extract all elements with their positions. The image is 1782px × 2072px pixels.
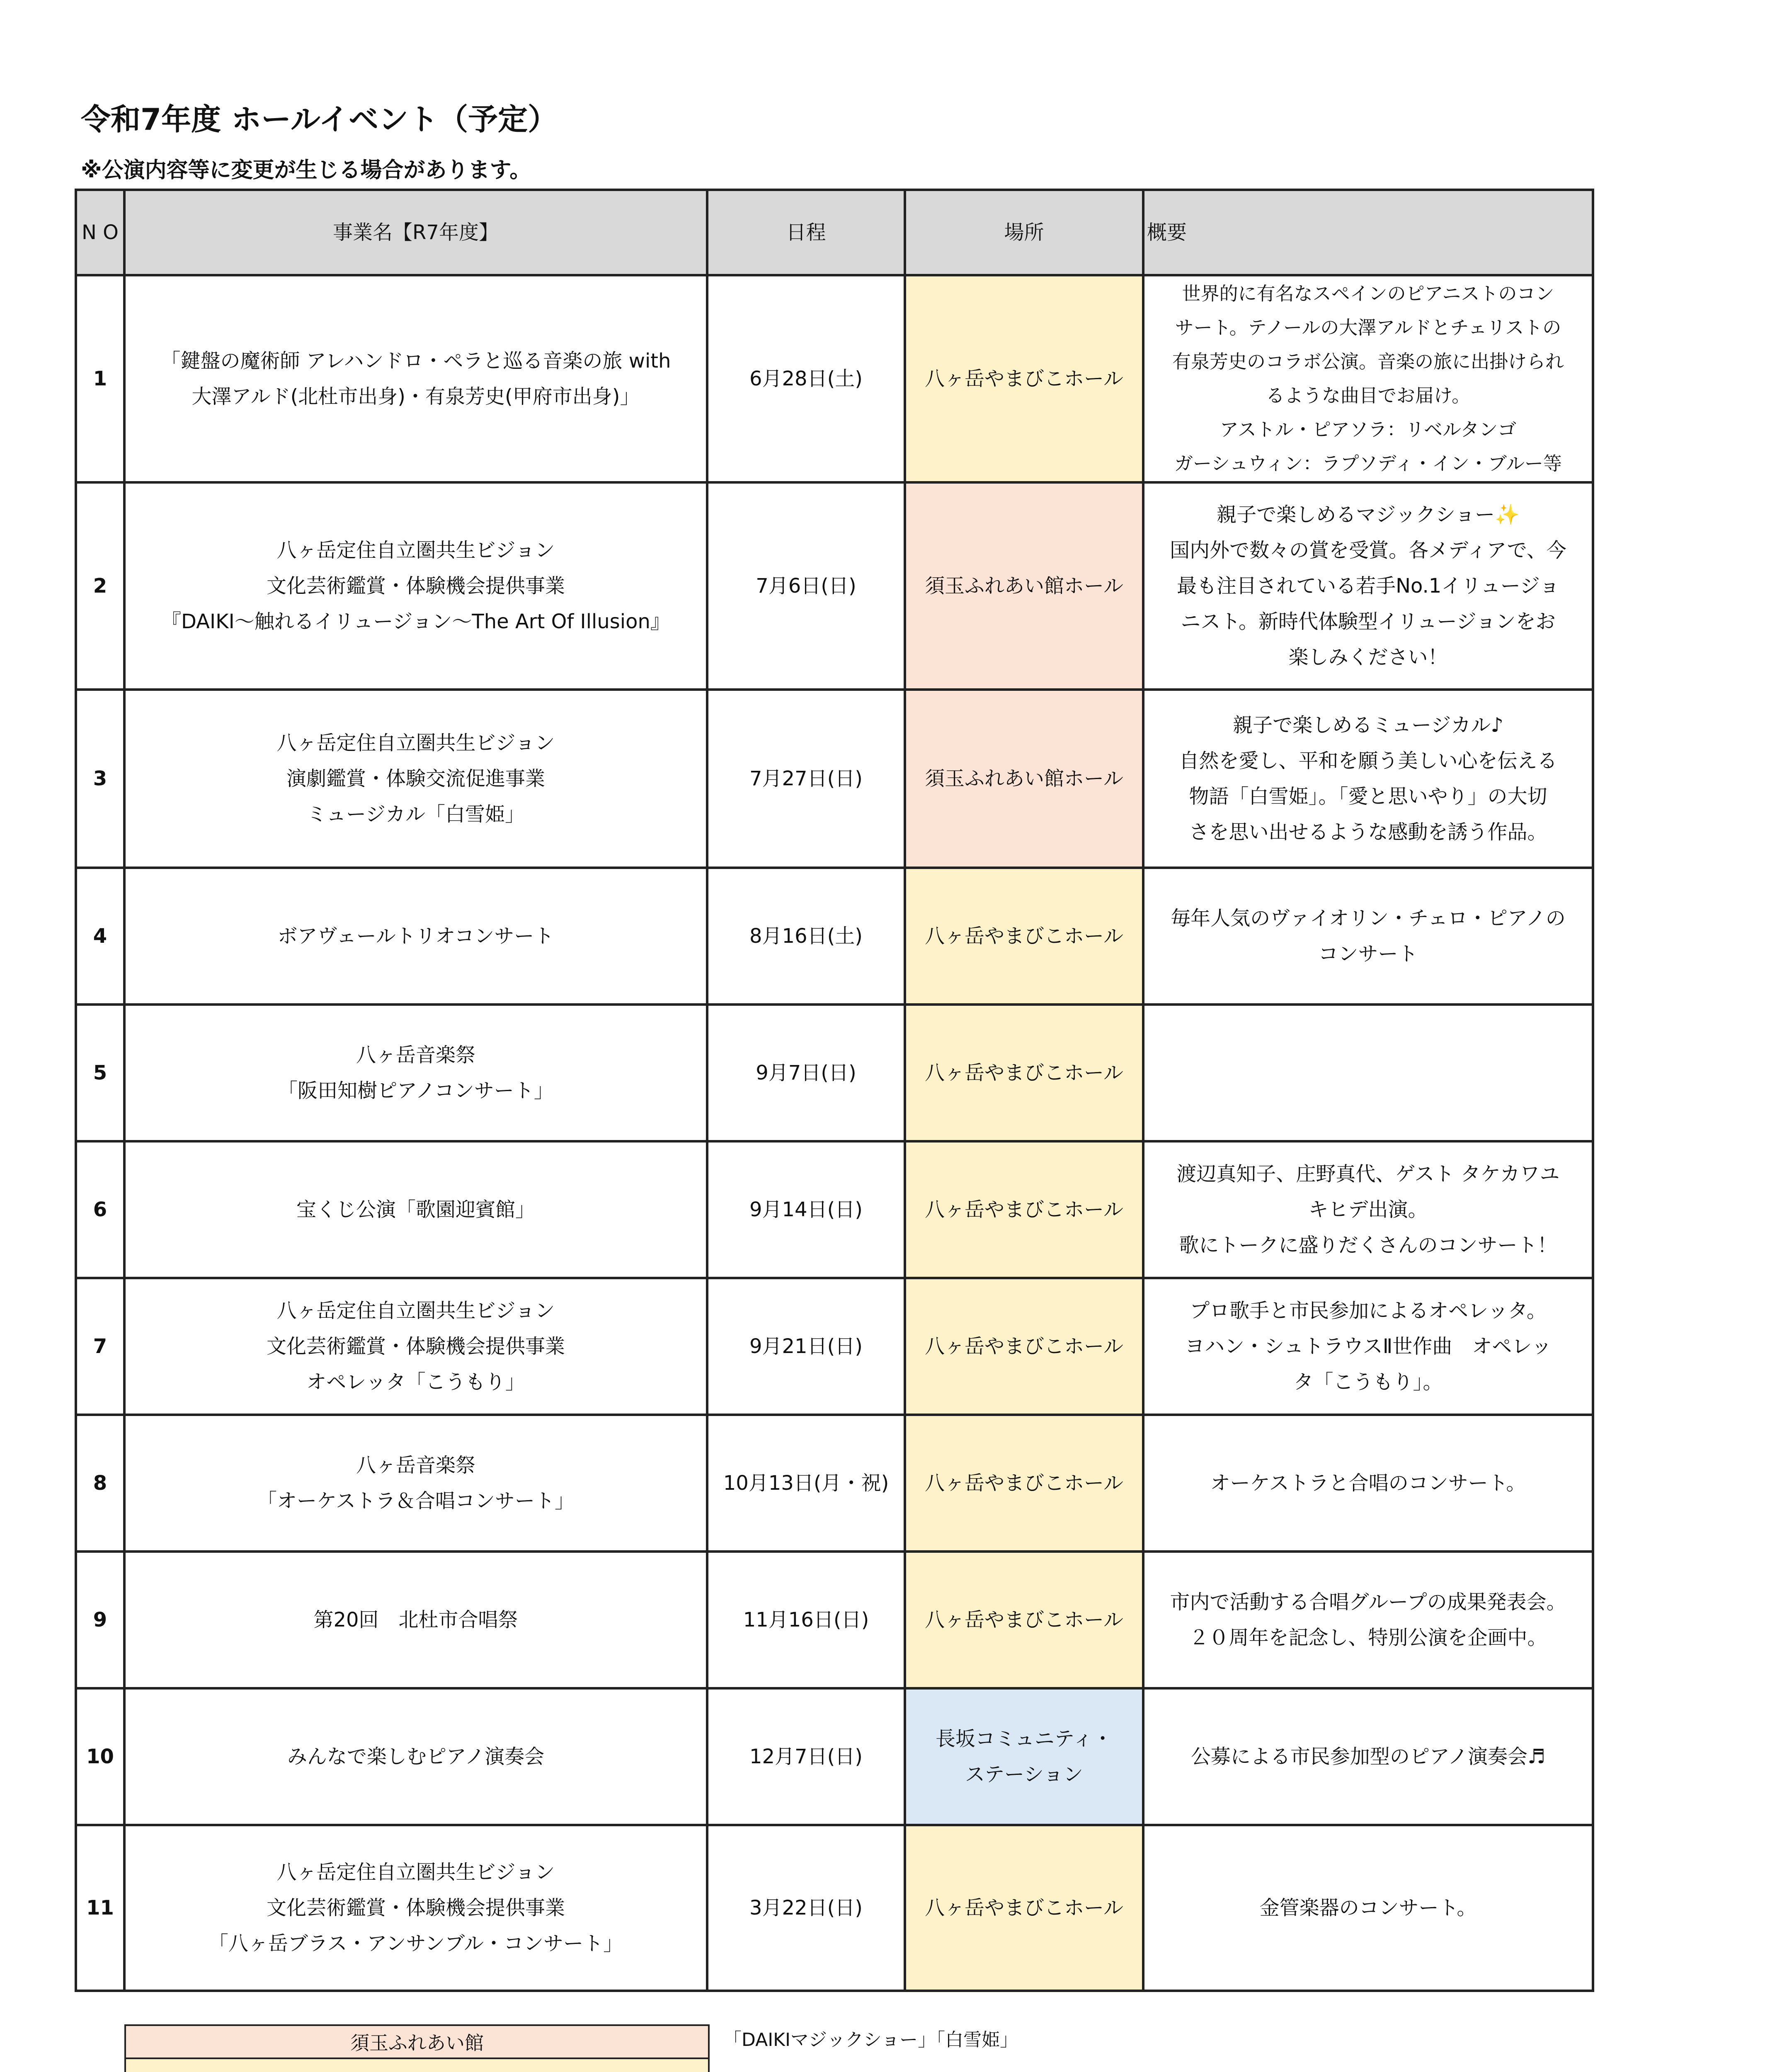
cell-line: 八ヶ岳やまびこホール [924, 1896, 1124, 1920]
event-venue [905, 1415, 1143, 1552]
cell-line: 文化芸術鑑賞・体験機会提供事業 [266, 574, 565, 598]
cell-line: 『DAIKI～触れるイリュージョン～The Art Of Illusion』 [161, 610, 670, 633]
event-name [124, 1141, 707, 1278]
event-name [124, 482, 707, 690]
cell-line: 渡辺真知子、庄野真代、ゲスト タケカワユ [1176, 1162, 1560, 1186]
cell-line: 有泉芳史のコラボ公演。音楽の旅に出掛けられ [1172, 351, 1564, 373]
cell-line: 歌にトークに盛りだくさんのコンサート！ [1179, 1234, 1557, 1257]
cell-line: プロ歌手と市民参加によるオペレッタ。 [1190, 1299, 1547, 1322]
cell-line: オーケストラと合唱のコンサート。 [1210, 1472, 1526, 1495]
table-row [76, 1688, 1593, 1825]
event-date: 7月6日(日) [707, 482, 905, 690]
cell-line: コンサート [1318, 942, 1418, 966]
cell-line: 市内で活動する合唱グループの成果発表会。 [1170, 1590, 1566, 1614]
event-overview [1143, 275, 1593, 482]
cell-line: 楽しみください！ [1288, 646, 1448, 669]
legend-event-line: 「DAIKIマジックショー」「白雪姫」 [723, 2029, 1018, 2050]
table-row [76, 482, 1593, 690]
table-header-row [76, 190, 1593, 275]
cell-line: 毎年人気のヴァイオリン・チェロ・ピアノの [1171, 907, 1566, 930]
event-overview [1143, 482, 1593, 690]
events-table [75, 189, 1594, 1992]
row-number: 1 [76, 275, 124, 482]
cell-line: 須玉ふれあい館ホール [924, 574, 1124, 598]
cell-line: 親子で楽しめるマジックショー✨ [1217, 503, 1520, 526]
cell-line: 第20回 北杜市合唱祭 [313, 1608, 518, 1631]
cell-line: 八ヶ岳やまびこホール [924, 367, 1124, 390]
cell-line: 文化芸術鑑賞・体験機会提供事業 [266, 1896, 565, 1920]
row-number: 3 [76, 690, 124, 868]
header-date: 日程 [707, 190, 905, 275]
event-overview [1143, 1825, 1593, 1991]
event-date: 12月7日(日) [707, 1688, 905, 1825]
cell-line: 「鍵盤の魔術師 アレハンドロ・ペラと巡る音楽の旅 with [160, 349, 671, 373]
event-name [124, 275, 707, 482]
table-row [76, 1005, 1593, 1141]
event-date: 8月16日(土) [707, 868, 905, 1005]
event-date: 10月13日(月・祝) [707, 1415, 905, 1552]
event-name [124, 1552, 707, 1688]
cell-line: 八ヶ岳定住自立圏共生ビジョン [276, 1861, 555, 1884]
event-name [124, 1005, 707, 1141]
event-venue [905, 1005, 1143, 1141]
cell-line: ボアヴェールトリオコンサート [277, 925, 554, 948]
cell-line: オペレッタ「こうもり」 [306, 1370, 525, 1394]
event-name [124, 1825, 707, 1991]
event-name [124, 690, 707, 868]
page-title: 令和7年度 ホールイベント（予定） [81, 102, 558, 137]
venue-legend [124, 2024, 710, 2072]
event-venue [905, 1688, 1143, 1825]
event-venue [905, 275, 1143, 482]
cell-line: 「阪田知樹ピアノコンサート」 [278, 1079, 554, 1102]
cell-line: 八ヶ岳定住自立圏共生ビジョン [276, 731, 555, 755]
event-venue [905, 1825, 1143, 1991]
row-number: 2 [76, 482, 124, 690]
event-date: 3月22日(日) [707, 1825, 905, 1991]
event-overview [1143, 1005, 1593, 1141]
event-date: 9月21日(日) [707, 1278, 905, 1415]
cell-line: ガーシュウィン：ラプソディ・イン・ブルー等 [1174, 453, 1562, 474]
cell-line: 八ヶ岳やまびこホール [924, 1472, 1124, 1495]
event-date: 9月7日(日) [707, 1005, 905, 1141]
event-venue [905, 482, 1143, 690]
legend-events-sudama [723, 2024, 1018, 2056]
table-row [76, 1825, 1593, 1991]
cell-line: 自然を愛し、平和を願う美しい心を伝える [1179, 749, 1557, 772]
event-overview [1143, 1141, 1593, 1278]
event-date: 9月14日(日) [707, 1141, 905, 1278]
event-name [124, 1278, 707, 1415]
event-overview [1143, 1415, 1593, 1552]
header-venue: 場所 [905, 190, 1143, 275]
row-number: 4 [76, 868, 124, 1005]
cell-line: 親子で楽しめるミュージカル♪ [1233, 714, 1503, 737]
row-number: 9 [76, 1552, 124, 1688]
event-date: 7月27日(日) [707, 690, 905, 868]
event-venue [905, 1552, 1143, 1688]
row-number: 10 [76, 1688, 124, 1825]
row-number: 11 [76, 1825, 124, 1991]
table-row [76, 1415, 1593, 1552]
cell-line: ヨハン・シュトラウスⅡ世作曲 オペレッ [1185, 1335, 1552, 1358]
cell-line: 物語「白雪姫」。「愛と思いやり」の大切 [1189, 785, 1547, 808]
cell-line: るような曲目でお届け。 [1266, 385, 1471, 407]
table-row [76, 1141, 1593, 1278]
event-overview [1143, 868, 1593, 1005]
cell-line: 八ヶ岳やまびこホール [924, 1335, 1124, 1358]
cell-line: 「八ヶ岳ブラス・アンサンブル・コンサート」 [208, 1932, 623, 1955]
cell-line: 「オーケストラ＆合唱コンサート」 [257, 1489, 575, 1513]
table-row [76, 1552, 1593, 1688]
legend-events-yatsugatake [723, 2068, 1495, 2072]
cell-line: 八ヶ岳やまびこホール [924, 1061, 1124, 1084]
cell-line: 長坂コミュニティ・ [935, 1727, 1113, 1750]
row-number: 6 [76, 1141, 124, 1278]
header-overview: 概要 [1143, 190, 1593, 275]
cell-line: タ「こうもり」。 [1293, 1370, 1443, 1394]
event-name [124, 1688, 707, 1825]
cell-line: 八ヶ岳音楽祭 [356, 1043, 475, 1067]
event-overview [1143, 1278, 1593, 1415]
cell-line: ２０周年を記念し、特別公演を企画中。 [1189, 1626, 1547, 1649]
cell-line: ニスト。新時代体験型イリュージョンをお [1181, 610, 1556, 633]
event-venue [905, 1141, 1143, 1278]
cell-line: サート。テノールの大澤アルドとチェリストの [1175, 317, 1561, 339]
legend-venue-yatsugatake [125, 2058, 709, 2072]
event-venue [905, 868, 1143, 1005]
event-overview [1143, 1688, 1593, 1825]
cell-line: みんなで楽しむピアノ演奏会 [287, 1745, 545, 1768]
table-row [76, 1278, 1593, 1415]
event-venue [905, 1278, 1143, 1415]
cell-line: 須玉ふれあい館ホール [924, 767, 1124, 790]
cell-line: 八ヶ岳やまびこホール [924, 925, 1124, 948]
event-overview [1143, 690, 1593, 868]
cell-line: キヒデ出演。 [1308, 1198, 1428, 1221]
cell-line: 八ヶ岳音楽祭 [356, 1454, 475, 1477]
event-date: 11月16日(日) [707, 1552, 905, 1688]
cell-line: さを思い出せるような感動を誘う作品。 [1189, 821, 1547, 844]
cell-line: 金管楽器のコンサート。 [1259, 1896, 1477, 1920]
cell-line: ステーション [965, 1763, 1084, 1786]
cell-line: 宝くじ公演「歌園迎賓館」 [296, 1198, 535, 1221]
cell-line: アストル・ピアソラ：リベルタンゴ [1220, 419, 1517, 441]
cell-line: 文化芸術鑑賞・体験機会提供事業 [266, 1335, 565, 1358]
header-no: N O [76, 190, 124, 275]
change-notice: ※公演内容等に変更が生じる場合があります。 [81, 158, 531, 183]
legend-venue-sudama: 須玉ふれあい館 [125, 2025, 709, 2058]
row-number: 7 [76, 1278, 124, 1415]
legend-event-line [723, 2068, 1495, 2072]
cell-line: 演劇鑑賞・体験交流促進事業 [286, 767, 545, 790]
cell-line: 八ヶ岳やまびこホール [924, 1608, 1124, 1631]
header-event-name: 事業名【R7年度】 [124, 190, 707, 275]
event-date: 6月28日(土) [707, 275, 905, 482]
cell-line: 国内外で数々の賞を受賞。各メディアで、今 [1170, 539, 1566, 562]
row-number: 5 [76, 1005, 124, 1141]
cell-line: 八ヶ岳定住自立圏共生ビジョン [276, 1299, 555, 1322]
event-name [124, 1415, 707, 1552]
table-row [76, 690, 1593, 868]
table-row [76, 868, 1593, 1005]
cell-line: 八ヶ岳定住自立圏共生ビジョン [276, 539, 555, 562]
cell-line: 八ヶ岳やまびこホール [924, 1198, 1124, 1221]
event-venue [905, 690, 1143, 868]
event-overview [1143, 1552, 1593, 1688]
event-name [124, 868, 707, 1005]
cell-line: ミュージカル「白雪姫」 [306, 803, 525, 826]
table-row [76, 275, 1593, 482]
cell-line: 最も注目されている若手No.1イリュージョ [1177, 574, 1559, 598]
cell-line: 世界的に有名なスペインのピアニストのコン [1182, 283, 1554, 305]
cell-line: 公募による市民参加型のピアノ演奏会♬ [1190, 1745, 1546, 1768]
cell-line: 大澤アルド(北杜市出身)・有泉芳史(甲府市出身)」 [192, 385, 640, 408]
row-number: 8 [76, 1415, 124, 1552]
